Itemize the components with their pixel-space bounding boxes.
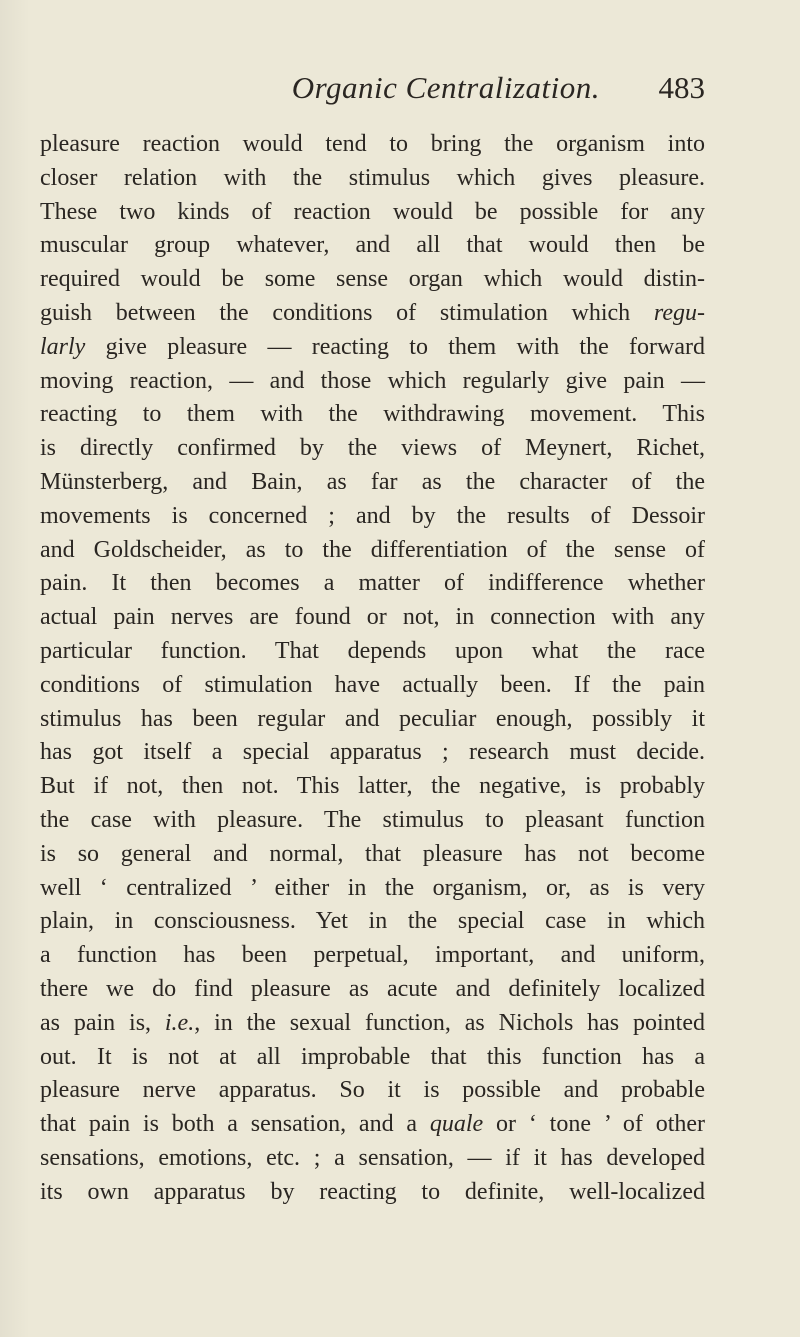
text-line: is directly confirmed by the views of Meynert, Richet, [40,435,705,462]
text-line: is so general and normal, that pleasure has not become [40,840,705,867]
body-text [40,128,705,1210]
text-line: as pain is, i.e., in the sexual function, as Nichols has pointed [40,1009,705,1036]
text-line: plain, in consciousness. Yet in the special case in which [40,908,705,935]
text-line: pleasure nerve apparatus. So it is possible and probable [40,1077,705,1104]
text-line: sensations, emotions, etc. ; a sensation, — if it has developed [40,1144,705,1171]
text-line: Münsterberg, and Bain, as far as the character of the [40,468,705,495]
text-line: moving reaction, — and those which regularly give pain — [40,367,705,394]
page-number: 483 [658,70,705,105]
italic-word: quale [429,1111,484,1138]
text-line: larly give pleasure — reacting to them with the forward [40,333,705,360]
text-line: These two kinds of reaction would be possible for any [40,198,705,225]
text-line: well ‘ centralized ’ either in the organism, or, as is very [40,874,705,901]
text-line: But if not, then not. This latter, the negative, is probably [40,773,705,800]
text-line: reacting to them with the withdrawing movement. This [40,401,705,428]
text-line: pain. It then becomes a matter of indifference whether [40,570,705,597]
text-line: movements is concerned ; and by the results of Dessoir [40,502,705,529]
text-line: particular function. That depends upon what the race [40,637,705,664]
text-line: and Goldscheider, as to the differentiation of the sense of [40,536,705,563]
text-line: has got itself a special apparatus ; research must decide. [40,739,705,766]
text-line: stimulus has been regular and peculiar enough, possibly it [40,705,705,732]
text-line: a function has been perpetual, important, and uniform, [40,942,705,969]
text-line: that pain is both a sensation, and a quale or ‘ tone ’ of other [40,1111,706,1138]
running-head [40,70,705,114]
italic-word: i.e. [164,1009,195,1036]
text-line: required would be some sense organ which would distin- [40,266,705,293]
text-line: actual pain nerves are found or not, in connection with any [40,604,705,631]
text-line: out. It is not at all improbable that this function has a [40,1043,705,1070]
italic-word: larly [40,333,86,360]
italic-word: regu- [653,299,705,326]
text-line: its own apparatus by reacting to definite, well-localized [40,1178,705,1205]
text-line: pleasure reaction would tend to bring the organism into [40,131,705,157]
running-title: Organic Centralization. [291,70,600,105]
text-line: the case with pleasure. The stimulus to pleasant function [40,806,705,833]
text-line: conditions of stimulation have actually been. If the pain [40,671,705,698]
text-line: closer relation with the stimulus which gives pleasure. [40,164,705,191]
text-line: guish between the conditions of stimulation which regu- [40,299,705,326]
text-line: there we do find pleasure as acute and definitely localized [40,975,705,1002]
text-line: muscular group whatever, and all that would then be [40,232,705,259]
